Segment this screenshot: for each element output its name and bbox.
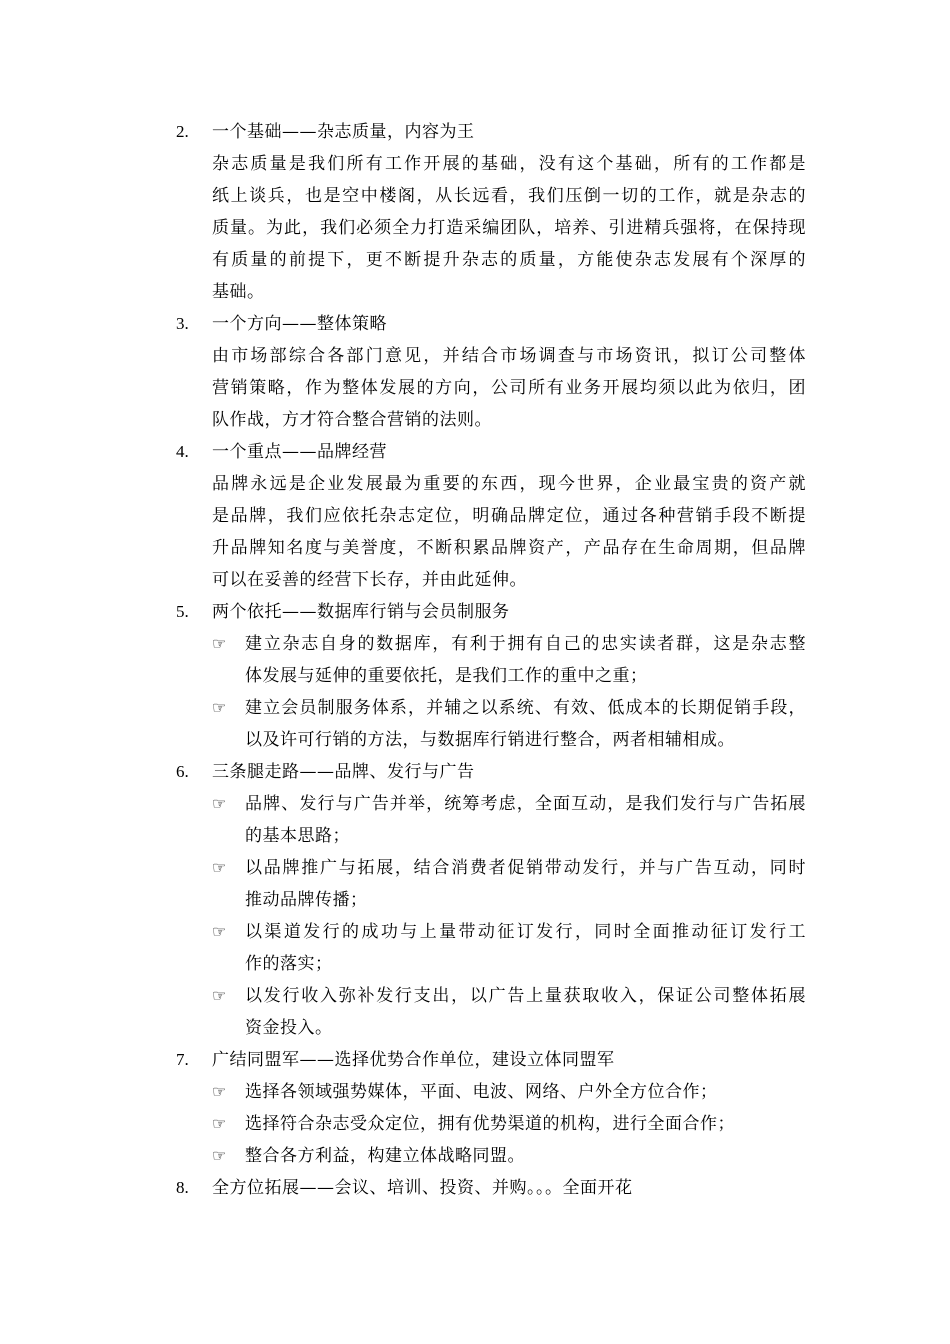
paragraph-line: 由市场部综合各部门意见，并结合市场调查与市场资讯，拟订公司整体 <box>212 346 806 366</box>
paragraph-line: 有质量的前提下，更不断提升杂志的质量，方能使杂志发展有个深厚的 <box>212 250 806 270</box>
section-heading: 三条腿走路——品牌、发行与广告 <box>212 762 475 782</box>
pointing-hand-icon: ☞ <box>212 1082 227 1101</box>
pointing-hand-icon: ☞ <box>212 634 227 653</box>
pointing-hand-icon: ☞ <box>212 1114 227 1133</box>
paragraph-line: 升品牌知名度与美誉度，不断积累品牌资产，产品存在生命周期，但品牌 <box>212 538 806 558</box>
section-number: 3. <box>176 314 189 333</box>
paragraph-line: 队作战，方才符合整合营销的法则。 <box>212 410 492 430</box>
section-number: 8. <box>176 1178 189 1197</box>
bullet-line: 建立杂志自身的数据库，有利于拥有自己的忠实读者群，这是杂志整 <box>245 634 806 654</box>
paragraph-line: 可以在妥善的经营下长存，并由此延伸。 <box>212 570 527 590</box>
section-number: 7. <box>176 1050 189 1069</box>
bullet-line: 作的落实； <box>245 954 333 974</box>
bullet-line: 整合各方利益，构建立体战略同盟。 <box>245 1146 525 1166</box>
pointing-hand-icon: ☞ <box>212 986 227 1005</box>
section-heading: 一个基础——杂志质量，内容为王 <box>212 122 475 142</box>
section-heading: 全方位拓展——会议、培训、投资、并购。。。全面开花 <box>212 1178 633 1198</box>
pointing-hand-icon: ☞ <box>212 698 227 717</box>
paragraph-line: 是品牌，我们应依托杂志定位，明确品牌定位，通过各种营销手段不断提 <box>212 506 806 526</box>
pointing-hand-icon: ☞ <box>212 794 227 813</box>
section-number: 2. <box>176 122 189 141</box>
bullet-line: 以及许可行销的方法，与数据库行销进行整合，两者相辅相成。 <box>245 730 735 750</box>
bullet-line: 的基本思路； <box>245 826 350 846</box>
section-heading: 两个依托——数据库行销与会员制服务 <box>212 602 510 622</box>
bullet-line: 资金投入。 <box>245 1018 333 1038</box>
pointing-hand-icon: ☞ <box>212 858 227 877</box>
section-heading: 广结同盟军——选择优势合作单位，建设立体同盟军 <box>212 1050 615 1070</box>
bullet-line: 建立会员制服务体系，并辅之以系统、有效、低成本的长期促销手段， <box>245 698 806 718</box>
section-heading: 一个重点——品牌经营 <box>212 442 387 462</box>
section-number: 5. <box>176 602 189 621</box>
bullet-line: 选择符合杂志受众定位，拥有优势渠道的机构，进行全面合作； <box>245 1114 735 1134</box>
paragraph-line: 营销策略，作为整体发展的方向，公司所有业务开展均须以此为依归，团 <box>212 378 806 398</box>
bullet-line: 选择各领域强势媒体，平面、电波、网络、户外全方位合作； <box>245 1082 718 1102</box>
bullet-line: 以发行收入弥补发行支出，以广告上量获取收入，保证公司整体拓展 <box>245 986 806 1006</box>
pointing-hand-icon: ☞ <box>212 1146 227 1165</box>
bullet-line: 以渠道发行的成功与上量带动征订发行，同时全面推动征订发行工 <box>245 922 806 942</box>
paragraph-line: 杂志质量是我们所有工作开展的基础，没有这个基础，所有的工作都是 <box>212 154 806 174</box>
section-number: 6. <box>176 762 189 781</box>
section-number: 4. <box>176 442 189 461</box>
paragraph-line: 品牌永远是企业发展最为重要的东西，现今世界，企业最宝贵的资产就 <box>212 474 806 494</box>
bullet-line: 以品牌推广与拓展，结合消费者促销带动发行，并与广告互动，同时 <box>245 858 806 878</box>
pointing-hand-icon: ☞ <box>212 922 227 941</box>
bullet-line: 品牌、发行与广告并举，统筹考虑，全面互动，是我们发行与广告拓展 <box>245 794 806 814</box>
bullet-line: 推动品牌传播； <box>245 890 368 910</box>
section-heading: 一个方向——整体策略 <box>212 314 387 334</box>
paragraph-line: 基础。 <box>212 282 265 302</box>
paragraph-line: 质量。为此，我们必须全力打造采编团队，培养、引进精兵强将，在保持现 <box>212 218 806 238</box>
bullet-line: 体发展与延伸的重要依托，是我们工作的重中之重； <box>245 666 648 686</box>
paragraph-line: 纸上谈兵，也是空中楼阁，从长远看，我们压倒一切的工作，就是杂志的 <box>212 186 806 206</box>
